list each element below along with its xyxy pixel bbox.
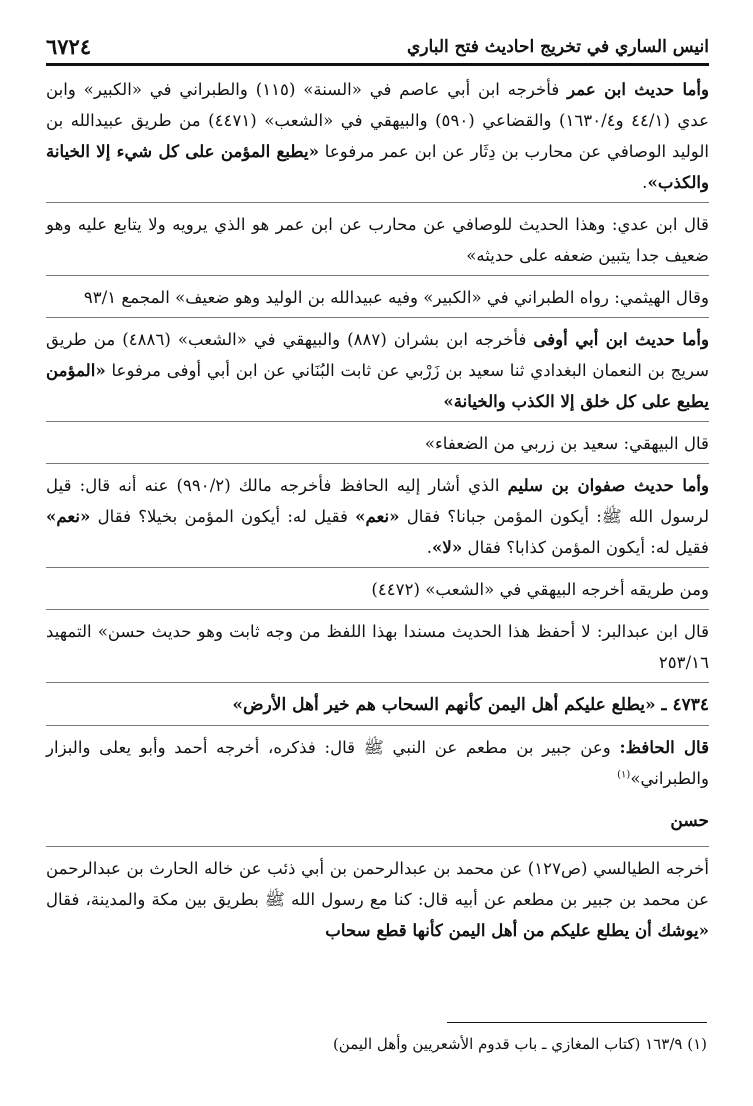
punctuation: . [642, 173, 648, 192]
section-lead: وأما حديث ابن أبي أوفى [533, 329, 709, 349]
paragraph-text: فقيل له: أيكون المؤمن كذابا؟ فقال [462, 538, 709, 557]
divider [46, 317, 709, 318]
paragraph-haythami: وقال الهيثمي: رواه الطبراني في «الكبير» وفيه عبيدالله بن الوليد وهو ضعيف» المجمع ٩٣/١ [83, 288, 709, 307]
paragraph-text: وعن جبير بن مطعم عن النبي ﷺ قال: فذكره، أخرجه أحمد وأبو يعلى والبزار والطبراني» [46, 738, 709, 788]
hadith-text: «يطلع عليكم أهل اليمن كأنهم السحاب هم خير أهل الأرض» [232, 695, 656, 715]
dash: ـ [655, 695, 673, 715]
paragraph-text: فقيل له: أيكون المؤمن بخيلا؟ فقال [90, 507, 356, 526]
paragraph-ibn-abi-awfa [46, 324, 709, 417]
footnote-marker: (١) [687, 1035, 707, 1053]
section-lead: وأما حديث صفوان بن سليم [507, 475, 709, 495]
footnote [44, 1032, 707, 1056]
paragraph-ibn-abdilbarr: قال ابن عبدالبر: لا أحفظ هذا الحديث مسندا بهذا اللفظ من وجه ثابت وهو حديث حسن» التمهيد ٢٥٣/١٦ [46, 622, 709, 672]
hadith-quote: «المؤمن يطبع على كل خلق إلا الكذب والخيانة» [46, 360, 709, 411]
hadith-quote: «يوشك أن يطلع عليكم من أهل اليمن كأنها قطع سحاب [325, 920, 709, 940]
paragraph-takhrij [46, 853, 709, 946]
divider [46, 463, 709, 464]
divider [46, 421, 709, 422]
grade-label: حسن [670, 811, 709, 831]
book-title: انيس الساري في تخريج احاديث فتح الباري [407, 37, 709, 57]
paragraph-bayhaqi: قال البيهقي: سعيد بن زربي من الضعفاء» [424, 434, 709, 453]
paragraph-text: أخرجه الطيالسي (ص١٢٧) عن محمد بن عبدالرحمن بن أبي ذئب عن خاله الحارث بن عبدالرحمن عن محمد بن جبير بن مطعم عن أبيه قال: كنا مع رسول الله ﷺ بطريق بين مكة والمدينة، فقال [46, 859, 709, 909]
divider [46, 846, 709, 847]
divider [46, 275, 709, 276]
paragraph-hafiz [46, 732, 709, 794]
footnote-rule [447, 1022, 707, 1023]
divider [46, 725, 709, 726]
paragraph-text: فأخرجه ابن بشران (٨٨٧) والبيهقي في «الشعب» (٤٨٨٦) من طريق سريج بن النعمان البغدادي ثنا سعيد بن زَرْبي عن ثابت البُنَاني عن ابن أبي أوفى مرفوعا [46, 330, 709, 380]
answer-quote: «نعم» [355, 506, 400, 526]
answer-quote: «لا» [432, 537, 463, 557]
paragraph-safwan [46, 470, 709, 563]
paragraph-ibn-adi: قال ابن عدي: وهذا الحديث للوصافي عن محارب عن ابن عمر هو الذي يرويه ولا يتابع عليه وهو ضعيف جدا يتبين ضعفه على حديثه» [46, 215, 709, 265]
page-number: ٦٧٢٤ [46, 34, 92, 59]
divider [46, 682, 709, 683]
paragraph-shuab: ومن طريقه أخرجه البيهقي في «الشعب» (٤٤٧٢) [371, 580, 709, 599]
hafiz-lead: قال الحافظ: [619, 737, 709, 757]
footnote-text: ١٦٣/٩ (كتاب المغازي ـ باب قدوم الأشعريين وأهل اليمن) [332, 1035, 688, 1053]
hadith-number: ٤٧٣٤ [672, 695, 709, 715]
answer-quote: «نعم» [46, 506, 91, 526]
footnote-reference[interactable]: (١) [617, 769, 631, 781]
divider [46, 567, 709, 568]
hadith-quote: «يطبع المؤمن على كل شيء إلا الخيانة والكذب» [46, 141, 709, 192]
divider [46, 202, 709, 203]
header-rule [46, 63, 709, 66]
paragraph-text: فأخرجه ابن أبي عاصم في «السنة» (١١٥) والطبراني في «الكبير» وابن عدي (٤٤/١ و١٦٣٠/٤) والقضاعي (٥٩٠) والبيهقي في «الشعب» (٤٤٧١) من طريق عبيدالله بن الوليد الوصافي عن محارب بن دِثَار عن ابن عمر مرفوعا [46, 80, 709, 161]
hadith-heading [46, 689, 709, 721]
paragraph-text: الذي أشار إليه الحافظ فأخرجه مالك (٩٩٠/٢) عنه أنه قال: قيل لرسول الله ﷺ: أيكون المؤمن جبانا؟ فقال [46, 476, 709, 526]
section-lead: وأما حديث ابن عمر [567, 79, 710, 99]
punctuation: . [426, 538, 433, 557]
paragraph-ibn-umar [46, 74, 709, 198]
divider [46, 609, 709, 610]
running-header [46, 34, 709, 63]
